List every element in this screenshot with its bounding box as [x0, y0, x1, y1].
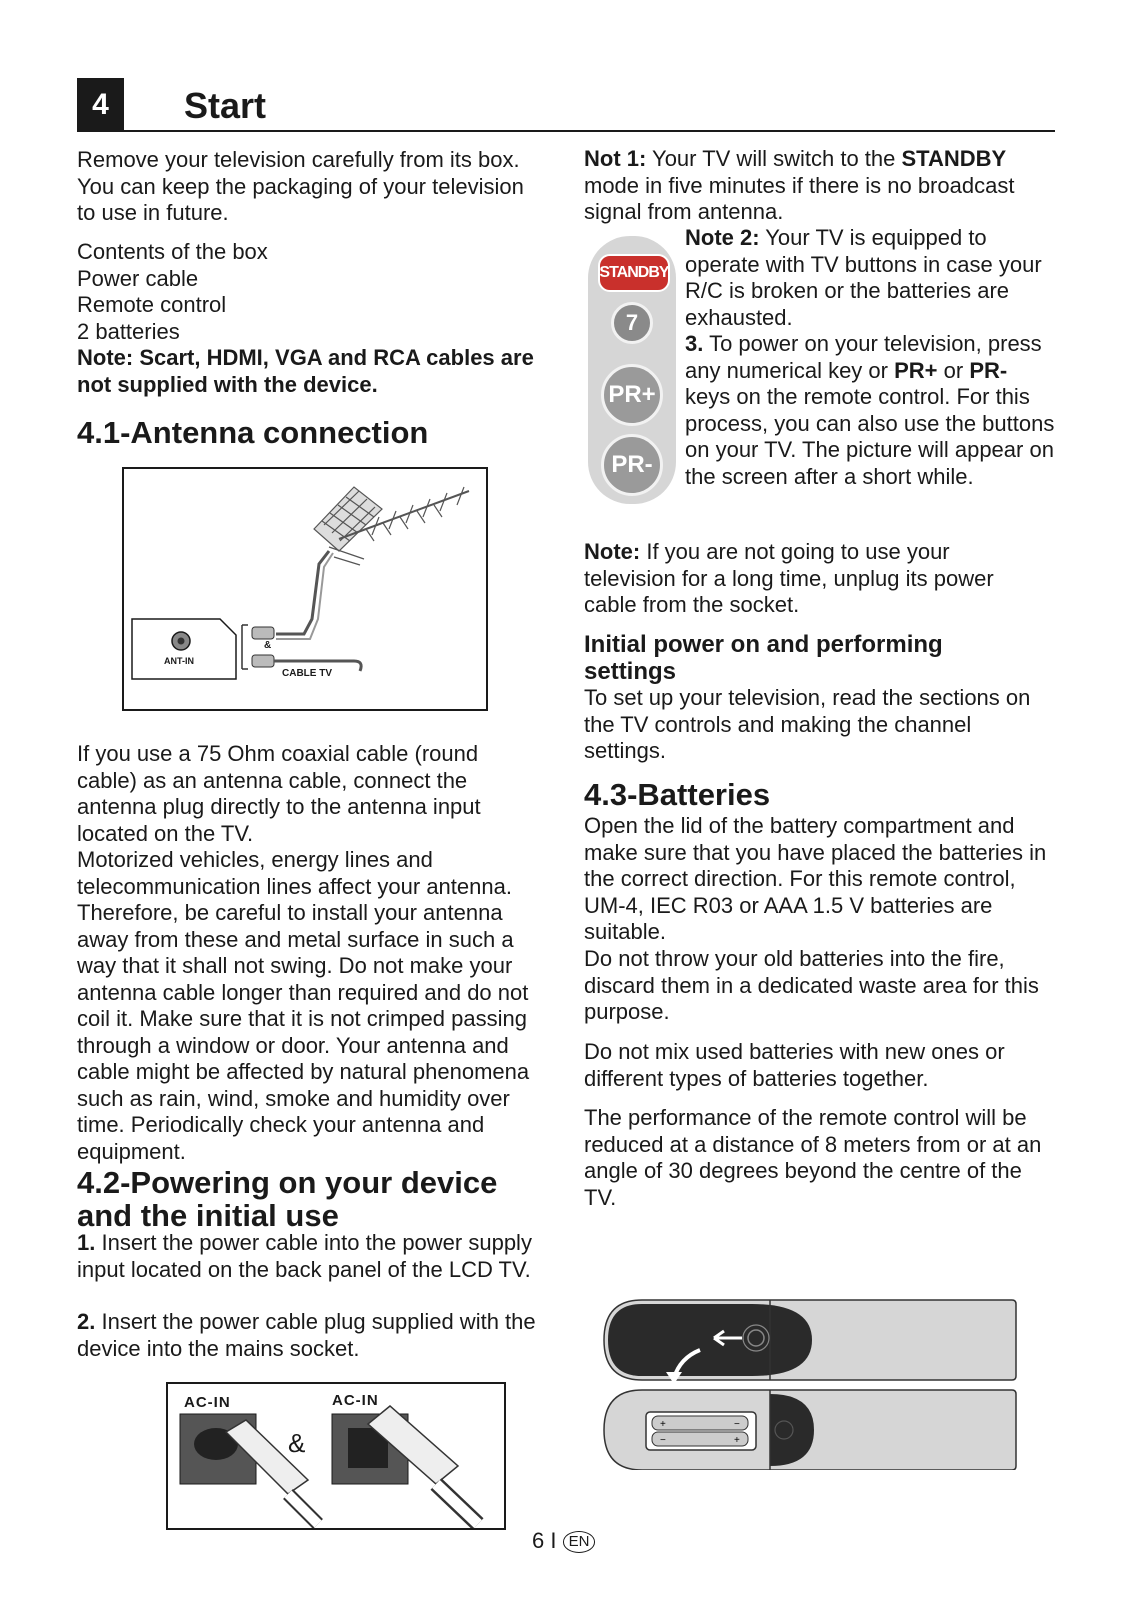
batteries-paragraph-1: Open the lid of the battery compartment and make sure that you have placed the batteries in the correct direction. For this remote control, UM-4, IEC R03 or AAA 1.5 V batteries are suitable. [584, 813, 1047, 944]
note-2-label: Note 2: [685, 225, 760, 250]
power-step-3 [685, 331, 1055, 490]
note-1-text-b: mode in five minutes if there is no broadcast signal from antenna. [584, 172, 1015, 224]
batteries-paragraph-3: Do not mix used batteries with new ones or different types of batteries together. [584, 1039, 1005, 1091]
step-text: To power on your television, press any numerical key or [685, 331, 1042, 383]
svg-text:−: − [660, 1435, 666, 1446]
contents-line: 2 batteries [77, 318, 180, 344]
language-badge: EN [563, 1531, 596, 1553]
ac-in-label-1: AC-IN [184, 1394, 231, 1411]
unplug-note [584, 539, 1039, 619]
intro-paragraph: Remove your television carefully from its box. You can keep the packaging of your television to use in future. [77, 147, 524, 225]
ant-in-label: ANT-IN [164, 656, 194, 666]
pr-minus-key: PR- [969, 357, 1008, 383]
initial-power-text: To set up your television, read the sections on the TV controls and making the channel settings. [584, 685, 1031, 763]
contents-line: Power cable [77, 265, 199, 291]
ac-in-label-2: AC-IN [332, 1392, 379, 1409]
remote-battery-illustration [602, 1298, 1018, 1470]
svg-text:+: + [660, 1419, 666, 1430]
step-number: 3. [685, 331, 704, 356]
page-separator: I [550, 1528, 557, 1553]
standby-button-icon: STANDBY [598, 254, 670, 292]
battery-compartment-figure [602, 1298, 1018, 1470]
antenna-connection-figure [122, 467, 488, 711]
note-2 [685, 225, 1055, 331]
cable-tv-label: CABLE TV [282, 668, 332, 679]
note-1-standby: STANDBY [901, 146, 1007, 171]
ac-in-amp: & [288, 1428, 306, 1458]
step-text: Insert the power cable plug supplied with the device into the mains socket. [77, 1309, 536, 1361]
batteries-heading: 4.3-Batteries [584, 777, 771, 812]
antenna-amp: & [264, 640, 272, 651]
power-step-1 [77, 1230, 552, 1283]
unplug-note-text: If you are not going to use your television for a long time, unplug its power cable from the socket. [584, 539, 994, 617]
power-step-2 [77, 1309, 552, 1362]
page-title: Start [184, 85, 267, 126]
note-2-text: Your TV is equipped to operate with TV buttons in case your R/C is broken or the batteries are exhausted. [685, 225, 1042, 330]
ac-in-figure [166, 1382, 506, 1530]
batteries-paragraph-2: Do not throw your old batteries into the fire, discard them in a dedicated waste area for this purpose. [584, 946, 1039, 1024]
antenna-icon [314, 487, 469, 565]
cables-note: Note: Scart, HDMI, VGA and RCA cables are not supplied with the device. [77, 345, 534, 397]
section-number: 4 [77, 78, 124, 132]
page-footer [532, 1528, 595, 1554]
seven-button-icon: 7 [611, 302, 653, 344]
antenna-paragraph-2: Motorized vehicles, energy lines and telecommunication lines affect your antenna. Therefore, be careful to install your antenna away from these and metal surface in such a way that it shall not swing. Do not make your antenna cable longer than required and do not coil it. Make sure that it is not crimped passing through a window or door. Your antenna and cable might be affected by natural phenomena such as rain, wind, smoke and humidity over time. Periodically check your antenna and equipment. [77, 847, 530, 1164]
batteries-paragraph-4: The performance of the remote control will be reduced at a distance of 8 meters from or at an angle of 30 degrees beyond the centre of the TV. [584, 1105, 1042, 1210]
antenna-heading: 4.1-Antenna connection [77, 415, 429, 450]
svg-text:+: + [734, 1435, 740, 1446]
step-text: Insert the power cable into the power supply input located on the back panel of the LCD TV. [77, 1230, 532, 1282]
unplug-note-label: Note: [584, 539, 641, 564]
step-text: keys on the remote control. For this process, you can also use the buttons on your TV. The picture will appear on the screen after a short while. [685, 384, 1055, 489]
step-number: 2. [77, 1309, 96, 1334]
box-contents-list [77, 239, 557, 398]
title-rule [77, 130, 1055, 132]
note-1-label: Not 1: [584, 146, 647, 171]
step-text: or [937, 357, 970, 383]
pr-plus-button-icon: PR+ [601, 364, 663, 426]
antenna-paragraph-1: If you use a 75 Ohm coaxial cable (round cable) as an antenna cable, connect the antenna plug directly to the antenna input located on the TV. [77, 741, 481, 846]
contents-line: Remote control [77, 292, 227, 317]
page-number: 6 [532, 1528, 545, 1553]
pr-minus-button-icon: PR- [601, 434, 663, 496]
contents-line: Contents of the box [77, 239, 268, 264]
step-number: 1. [77, 1230, 96, 1255]
initial-power-heading: Initial power on and performing settings [584, 631, 943, 685]
pr-plus-key: PR+ [894, 357, 938, 383]
svg-text:−: − [734, 1419, 740, 1430]
tv-buttons-panel [588, 236, 676, 504]
note-1 [584, 146, 1054, 226]
note-1-text-a: Your TV will switch to the [646, 146, 902, 171]
powering-heading: 4.2-Powering on your device and the initial use [77, 1165, 498, 1233]
